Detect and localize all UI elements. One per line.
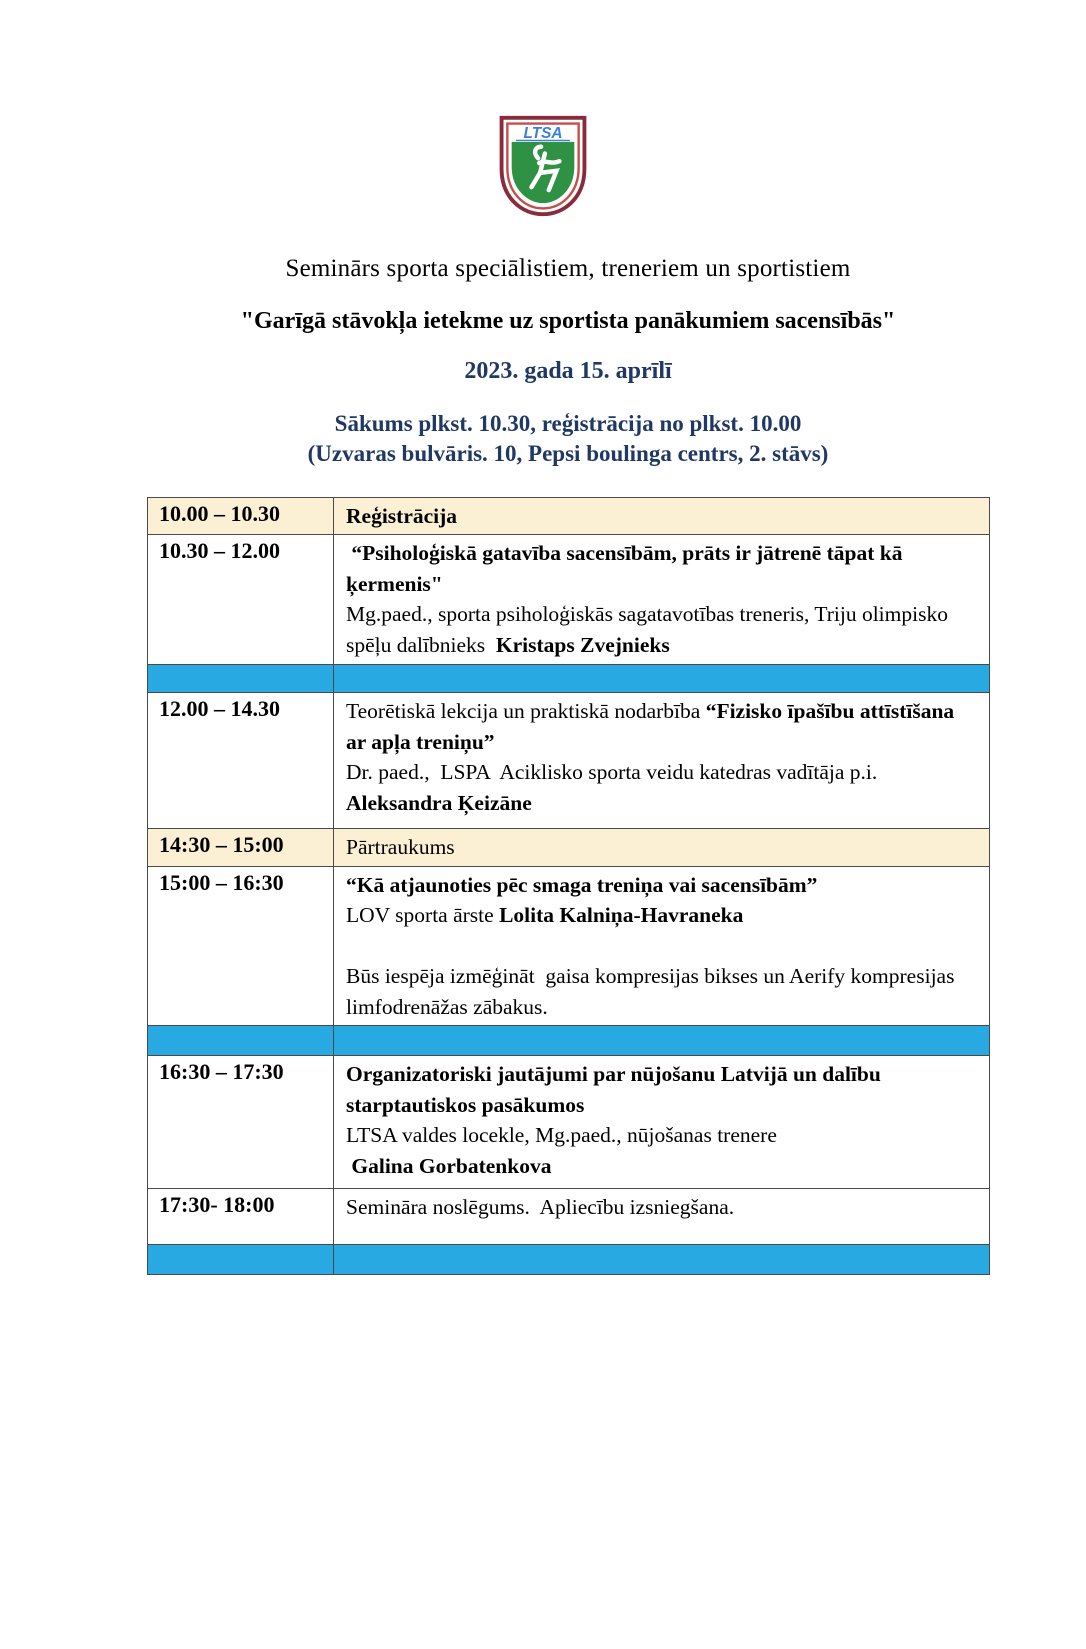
time-cell: 10.30 – 12.00 — [148, 535, 334, 665]
session-text: Pārtraukums — [346, 835, 455, 860]
time-cell — [148, 1026, 334, 1056]
seminar-subtitle: "Garīgā stāvokļa ietekme uz sportista panākumiem sacensībās" — [240, 308, 896, 334]
document-page — [0, 113, 1086, 1649]
schedule-row — [148, 866, 990, 1026]
header-block — [0, 255, 1086, 469]
session-paragraph — [346, 870, 977, 901]
session-paragraph — [346, 599, 977, 660]
session-text-bold: “Fizisko īpašību attīstīšana ar apļa treniņu” — [346, 699, 960, 754]
session-text: Semināra noslēgums. Apliecību izsniegšana. — [346, 1195, 735, 1220]
schedule-spacer-row — [148, 1245, 990, 1275]
session-text: Teorētiskā lekcija un praktiskā nodarbība — [346, 699, 706, 724]
session-paragraph — [346, 832, 977, 863]
session-paragraph — [346, 1151, 977, 1182]
session-cell — [334, 535, 990, 665]
schedule-row — [148, 1056, 990, 1189]
session-paragraph — [346, 1120, 977, 1151]
schedule-spacer-row — [148, 665, 990, 693]
session-cell — [334, 497, 990, 535]
session-cell — [334, 665, 990, 693]
time-cell: 12.00 – 14.30 — [148, 693, 334, 829]
schedule-table — [147, 497, 990, 1276]
session-cell — [334, 693, 990, 829]
session-text: Dr. paed., LSPA Aciklisko sporta veidu katedras vadītāja p.i. — [346, 760, 878, 785]
session-paragraph — [346, 1059, 977, 1120]
schedule-table-body — [148, 497, 990, 1275]
session-cell — [334, 829, 990, 867]
session-cell — [334, 1026, 990, 1056]
seminar-date: 2023. gada 15. aprīlī — [464, 358, 672, 384]
time-cell — [148, 1245, 334, 1275]
session-paragraph — [346, 538, 977, 599]
session-text-bold: “Psiholoģiskā gatavība sacensībām, prāts ir jātrenē tāpat kā ķermenis" — [346, 541, 908, 596]
time-cell: 15:00 – 16:30 — [148, 866, 334, 1026]
session-paragraph — [346, 1192, 977, 1223]
session-cell — [334, 1056, 990, 1189]
start-info — [50, 409, 1086, 469]
session-paragraph — [346, 501, 977, 532]
seminar-title: Seminārs sporta speciālistiem, treneriem un sportistiem — [285, 255, 851, 282]
session-text-bold: Reģistrācija — [346, 503, 458, 528]
session-text-bold: Lolita Kalniņa-Havraneka — [499, 903, 744, 928]
session-cell — [334, 1245, 990, 1275]
session-paragraph — [346, 788, 977, 819]
time-cell: 14:30 – 15:00 — [148, 829, 334, 867]
schedule-spacer-row — [148, 1026, 990, 1056]
session-paragraph — [346, 757, 977, 788]
session-text-bold: Galina Gorbatenkova — [346, 1153, 552, 1178]
schedule-row — [148, 1189, 990, 1245]
session-text-bold: Aleksandra Ķeizāne — [346, 790, 532, 815]
time-cell — [148, 665, 334, 693]
session-text-bold: Organizatoriski jautājumi par nūjošanu Latvijā un dalību starptautiskos pasākumos — [346, 1062, 887, 1117]
schedule-row — [148, 535, 990, 665]
session-paragraph — [346, 900, 977, 931]
schedule-row — [148, 497, 990, 535]
schedule-row — [148, 693, 990, 829]
session-cell — [334, 866, 990, 1026]
session-text: Būs iespēja izmēģināt gaisa kompresijas bikses un Aerify kompresijas limfodrenāžas zābakus. — [346, 964, 960, 1019]
session-text: LOV sporta ārste — [346, 903, 500, 928]
time-cell: 10.00 – 10.30 — [148, 497, 334, 535]
session-text: LTSA valdes locekle, Mg.paed., nūjošanas trenere — [346, 1123, 777, 1148]
session-paragraph — [346, 931, 977, 962]
schedule-row — [148, 829, 990, 867]
session-text: Mg.paed., sporta psiholoģiskās sagatavotības treneris, Triju olimpisko spēļu dalībnieks — [346, 602, 954, 657]
start-info-line2: (Uzvaras bulvāris. 10, Pepsi boulinga centrs, 2. stāvs) — [307, 440, 829, 466]
time-cell: 17:30- 18:00 — [148, 1189, 334, 1245]
ltsa-acronym: LTSA — [523, 125, 563, 143]
session-cell — [334, 1189, 990, 1245]
session-text-bold: Kristaps Zvejnieks — [495, 632, 670, 657]
ltsa-logo — [494, 113, 592, 219]
session-text-bold: “Kā atjaunoties pēc smaga treniņa vai sacensībām” — [346, 872, 818, 897]
session-paragraph — [346, 961, 977, 1022]
start-info-line1: Sākums plkst. 10.30, reģistrācija no plkst. 10.00 — [334, 411, 802, 436]
session-paragraph — [346, 696, 977, 757]
time-cell: 16:30 – 17:30 — [148, 1056, 334, 1189]
